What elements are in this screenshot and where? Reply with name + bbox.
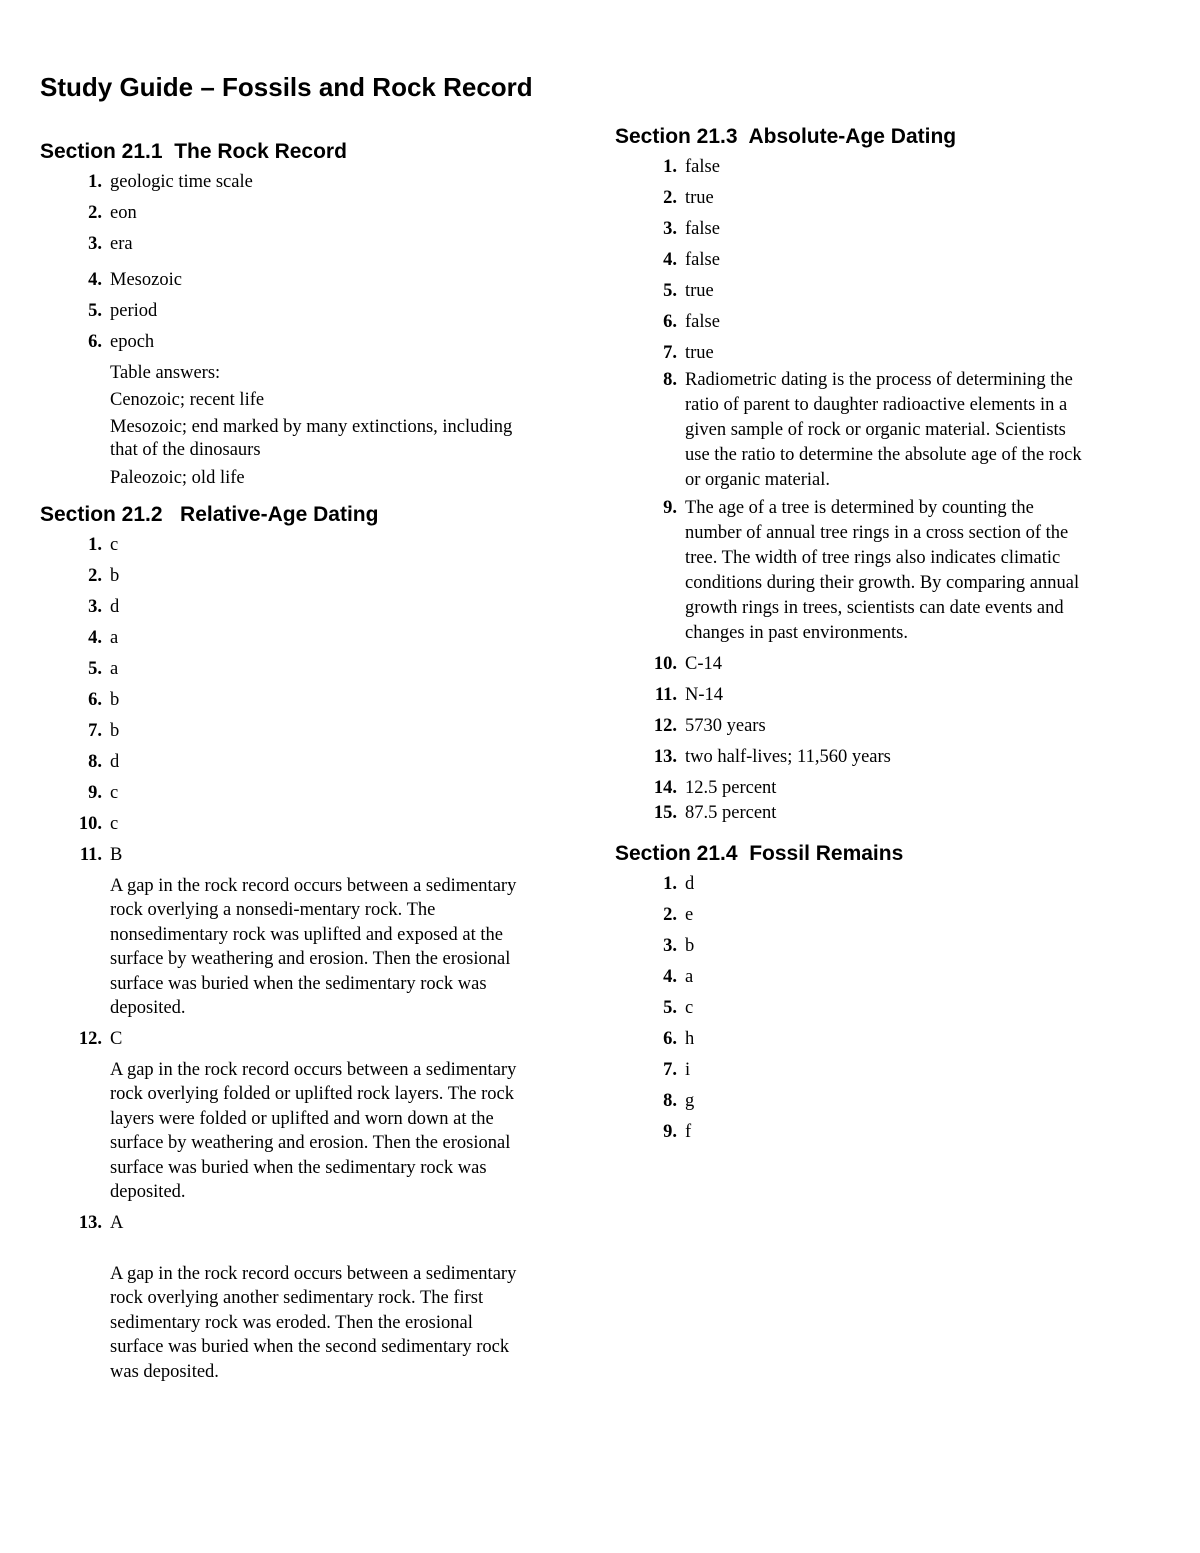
item-number: 4.: [663, 250, 677, 270]
item-explanation: A gap in the rock record occurs between a sedimentary rock overlying a nonsedi-mentary rock. The nonsedimentary rock was uplifted and exposed at the surface by weathering and erosion. Then the erosional surface was buried when the sedimentary rock was deposited.: [110, 875, 517, 1018]
item-answer: Mesozoic: [110, 270, 182, 290]
left-column: [40, 138, 600, 1394]
list-item: [40, 330, 520, 491]
list-item: [615, 368, 1085, 493]
item-answer: Radiometric dating is the process of determining the ratio of parent to daughter radioactive elements in a given sample of rock or organic material. Scientists use the ratio to determine the absolute age of the rock or organic material.: [685, 370, 1082, 490]
item-number: 6.: [663, 312, 677, 332]
item-number: 5.: [663, 998, 677, 1018]
item-answer: b: [110, 720, 120, 741]
item-number: 10.: [78, 813, 102, 834]
table-answer: Paleozoic; old life: [110, 468, 245, 488]
list-item: [40, 232, 520, 257]
list-item: [40, 626, 520, 651]
item-answer: B: [110, 844, 123, 865]
item-number: 9.: [663, 498, 677, 518]
item-answer: eon: [110, 203, 137, 223]
item-answer: false: [685, 157, 720, 177]
list-item: [40, 564, 520, 589]
list-item: [40, 1211, 520, 1385]
list-item: [615, 996, 1085, 1021]
answer-list: [615, 155, 1085, 826]
section-heading: Section 21.2 Relative-Age Dating: [40, 502, 379, 526]
answer-list: [615, 872, 1085, 1145]
list-item: [615, 872, 1085, 897]
item-answer: c: [110, 782, 119, 803]
item-number: 2.: [663, 188, 677, 208]
item-number: 6.: [88, 332, 102, 352]
item-answer: A: [110, 1212, 124, 1233]
list-item: [615, 1027, 1085, 1052]
item-answer: 5730 years: [685, 716, 766, 736]
answer-list: [40, 170, 520, 491]
item-answer: b: [110, 565, 120, 586]
item-number: 4.: [88, 270, 102, 290]
item-answer: b: [685, 936, 695, 956]
item-number: 7.: [663, 343, 677, 363]
item-number: 3.: [88, 596, 102, 617]
list-item: [40, 533, 520, 558]
list-item: [615, 341, 1085, 366]
list-item: [615, 801, 1085, 826]
item-answer: a: [110, 627, 119, 648]
item-number: 6.: [88, 689, 102, 710]
list-item: [615, 155, 1085, 180]
item-answer: g: [685, 1091, 695, 1111]
item-answer: N-14: [685, 685, 724, 705]
item-number: 2.: [663, 905, 677, 925]
list-item: [615, 776, 1085, 801]
list-item: [615, 965, 1085, 990]
item-number: 9.: [663, 1122, 677, 1142]
item-answer: 12.5 percent: [685, 778, 777, 798]
section-21-2: [40, 501, 600, 1385]
item-answer: false: [685, 312, 720, 332]
section-21-1: [40, 138, 600, 491]
item-number: 3.: [88, 234, 102, 254]
list-item: [40, 781, 520, 806]
section-21-3: [615, 123, 1175, 826]
item-number: 11.: [654, 685, 677, 705]
list-item: [615, 248, 1085, 273]
list-item: [615, 714, 1085, 739]
item-answer: geologic time scale: [110, 172, 253, 192]
item-answer: b: [110, 689, 120, 710]
table-answer: Mesozoic; end marked by many extinctions, including that of the dinosaurs: [110, 417, 513, 460]
item-number: 10.: [653, 654, 677, 674]
item-number: 5.: [88, 301, 102, 321]
item-number: 1.: [88, 172, 102, 192]
list-item: [615, 217, 1085, 242]
list-item: [615, 934, 1085, 959]
item-explanation: A gap in the rock record occurs between a sedimentary rock overlying another sedimentary rock. The first sedimentary rock was eroded. Then the erosional surface was buried when the second sedimentary rock was deposited.: [110, 1263, 517, 1382]
item-answer: true: [685, 281, 714, 301]
item-number: 8.: [88, 751, 102, 772]
list-item: [40, 299, 520, 324]
table-answer: Cenozoic; recent life: [110, 389, 265, 410]
item-number: 1.: [663, 874, 677, 894]
list-item: [40, 170, 520, 195]
item-answer: a: [685, 967, 694, 987]
item-answer: The age of a tree is determined by counting the number of annual tree rings in a cross section of the tree. The width of tree rings also indicates climatic conditions during their growth. By comparing annual growth rings in trees, scientists can date events and changes in past environments.: [685, 498, 1080, 643]
item-number: 4.: [88, 627, 102, 648]
item-explanation: A gap in the rock record occurs between a sedimentary rock overlying folded or uplifted rock layers. The rock layers were folded or uplifted and worn down at the surface by weathering and erosion. Then the erosional surface was buried when the sedimentary rock was deposited.: [110, 1059, 517, 1202]
item-number: 1.: [88, 534, 102, 555]
list-item: [615, 186, 1085, 211]
item-number: 1.: [663, 157, 677, 177]
list-item: [40, 750, 520, 775]
item-number: 12.: [78, 1028, 102, 1049]
list-item: [40, 595, 520, 620]
item-number: 11.: [79, 844, 102, 865]
list-item: [40, 719, 520, 744]
list-item: [615, 1089, 1085, 1114]
item-answer: false: [685, 250, 720, 270]
page-title: Study Guide – Fossils and Rock Record: [40, 72, 533, 102]
item-number: 8.: [663, 370, 677, 390]
section-heading: Section 21.3 Absolute-Age Dating: [615, 125, 957, 148]
item-answer: f: [685, 1122, 692, 1142]
list-item: [615, 310, 1085, 335]
item-answer: d: [110, 596, 120, 617]
item-answer: two half-lives; 11,560 years: [685, 747, 891, 767]
list-item: [40, 688, 520, 713]
list-item: [615, 1120, 1085, 1145]
item-answer: c: [110, 813, 119, 834]
item-answer: h: [685, 1029, 695, 1049]
list-item: [40, 657, 520, 682]
item-number: 3.: [663, 936, 677, 956]
item-answer: e: [685, 905, 694, 925]
right-column: [615, 123, 1175, 1155]
table-answers-label: Table answers:: [110, 363, 221, 383]
item-number: 3.: [663, 219, 677, 239]
item-number: 13.: [78, 1212, 102, 1233]
list-item: [615, 903, 1085, 928]
item-answer: false: [685, 219, 720, 239]
section-heading: Section 21.4 Fossil Remains: [615, 842, 904, 865]
item-answer: epoch: [110, 332, 155, 352]
item-number: 13.: [653, 747, 677, 767]
list-item: [40, 201, 520, 226]
item-number: 6.: [663, 1029, 677, 1049]
item-answer: i: [685, 1060, 691, 1080]
list-item: [40, 843, 520, 1021]
item-answer: c: [110, 534, 119, 555]
list-item: [40, 268, 520, 293]
item-answer: d: [110, 751, 120, 772]
item-answer: C-14: [685, 654, 722, 674]
item-number: 7.: [88, 720, 102, 741]
item-answer: true: [685, 343, 714, 363]
item-number: 9.: [88, 782, 102, 803]
item-number: 7.: [663, 1060, 677, 1080]
list-item: [615, 745, 1085, 770]
list-item: [615, 496, 1085, 646]
item-number: 5.: [88, 658, 102, 679]
item-number: 4.: [663, 967, 677, 987]
item-answer: a: [110, 658, 119, 679]
item-answer: 87.5 percent: [685, 803, 777, 823]
list-item: [615, 1058, 1085, 1083]
item-answer: C: [110, 1028, 123, 1049]
section-21-4: [615, 840, 1175, 1145]
item-answer: c: [685, 998, 694, 1018]
item-number: 8.: [663, 1091, 677, 1111]
item-number: 15.: [653, 803, 677, 823]
item-number: 5.: [663, 281, 677, 301]
item-answer: period: [110, 301, 158, 321]
item-answer: d: [685, 874, 695, 894]
item-number: 14.: [653, 778, 677, 798]
answer-list: [40, 533, 520, 1385]
item-answer: era: [110, 234, 133, 254]
item-number: 2.: [88, 203, 102, 223]
item-number: 12.: [653, 716, 677, 736]
list-item: [40, 1027, 520, 1205]
list-item: [615, 652, 1085, 677]
list-item: [615, 683, 1085, 708]
item-number: 2.: [88, 565, 102, 586]
list-item: [40, 812, 520, 837]
item-answer: true: [685, 188, 714, 208]
list-item: [615, 279, 1085, 304]
section-heading: Section 21.1 The Rock Record: [40, 140, 347, 163]
